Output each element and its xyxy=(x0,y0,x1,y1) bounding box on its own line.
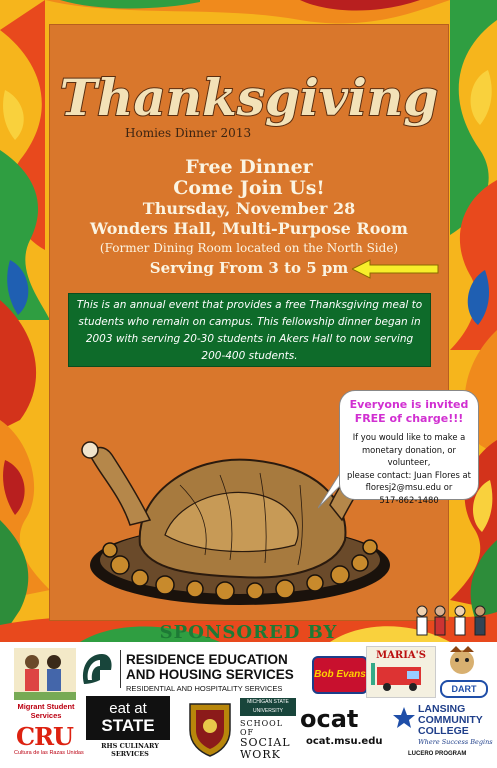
cru-subtitle: Cultura de las Razas Unidas xyxy=(14,750,84,756)
university-crest-icon xyxy=(186,700,234,758)
ocat-url: ocat.msu.edu xyxy=(306,736,383,747)
invitation-bubble xyxy=(339,390,479,505)
lcc-line-2: COMMUNITY xyxy=(418,714,483,726)
event-location: Wonders Hall, Multi-Purpose Room xyxy=(90,219,408,238)
event-date: Thursday, November 28 xyxy=(142,199,356,218)
dart-mascot-icon xyxy=(442,646,482,680)
social-work-logo xyxy=(240,698,296,761)
cru-logo: CRU xyxy=(16,722,73,751)
lcc-line-1: LANSING xyxy=(418,703,466,715)
rehs-logo xyxy=(126,652,294,693)
state-text: STATE xyxy=(101,716,155,735)
contact-email: floresj2@msu.edu or xyxy=(365,482,453,492)
rehs-divider xyxy=(120,650,121,688)
rehs-line-3: RESIDENTIAL AND HOSPITALITY SERVICES xyxy=(126,684,283,693)
eat-at-state-logo xyxy=(86,696,170,740)
school-of-text: SCHOOL OF xyxy=(240,719,284,737)
ocat-logo: ocat xyxy=(300,705,359,733)
dart-logo: DART xyxy=(440,680,488,698)
marias-logo xyxy=(366,646,436,698)
invite-line-2: FREE of charge!!! xyxy=(354,412,464,425)
marias-text: MARIA'S xyxy=(376,650,426,661)
eat-at-text: eat at xyxy=(109,700,147,717)
event-subtitle: Homies Dinner 2013 xyxy=(125,126,252,140)
contact-line-3: please contact: Juan Flores at xyxy=(347,469,471,480)
contact-phone: 517-862-1480 xyxy=(379,494,439,505)
title-text: Thanksgiving xyxy=(59,68,439,127)
arrow-icon xyxy=(352,259,440,279)
headline-free-dinner: Free Dinner xyxy=(185,156,313,178)
rhs-culinary-label: RHS CULINARY SERVICES xyxy=(101,742,159,758)
event-location-note: (Former Dining Room located on the North Side) xyxy=(99,241,399,255)
food-truck-icon xyxy=(367,661,435,693)
rehs-line-2: AND HOUSING SERVICES xyxy=(126,667,294,682)
thanksgiving-title xyxy=(50,55,448,135)
event-time: Serving From 3 to 5 pm xyxy=(149,259,349,277)
migrant-illustration-logo xyxy=(14,648,76,700)
lcc-tagline: Where Success Begins xyxy=(418,738,493,746)
lcc-line-3: COLLEGE xyxy=(418,725,469,737)
event-description: This is an annual event that provides a free Thanksgiving meal to students who remain on campus. This fellowship dinner began in 2003 with serving 20-30 students in Akers Hall to now serving 200-400 students. xyxy=(68,293,431,367)
sponsored-by-heading: SPONSORED BY xyxy=(159,622,338,643)
msu-banner: MICHIGAN STATE UNIVERSITY xyxy=(240,698,296,716)
work-text: WORK xyxy=(240,748,281,761)
headline-come-join: Come Join Us! xyxy=(173,177,325,199)
social-text: SOCIAL xyxy=(240,736,291,749)
msu-spartan-helmet-icon xyxy=(78,650,114,690)
lucero-program-label: LUCERO PROGRAM xyxy=(408,751,467,757)
bob-evans-logo: Bob Evans xyxy=(312,656,368,694)
contact-line-1: If you would like to make a xyxy=(352,432,466,442)
migrant-student-services-label: Migrant Student Services xyxy=(17,702,75,720)
poster-panel xyxy=(50,25,448,620)
lcc-star-icon xyxy=(392,706,416,730)
invite-line-1: Everyone is invited xyxy=(349,398,469,411)
contact-line-2: monetary donation, or volunteer, xyxy=(361,444,457,467)
lcc-logo xyxy=(418,704,483,737)
rehs-line-1: RESIDENCE EDUCATION xyxy=(126,652,288,667)
